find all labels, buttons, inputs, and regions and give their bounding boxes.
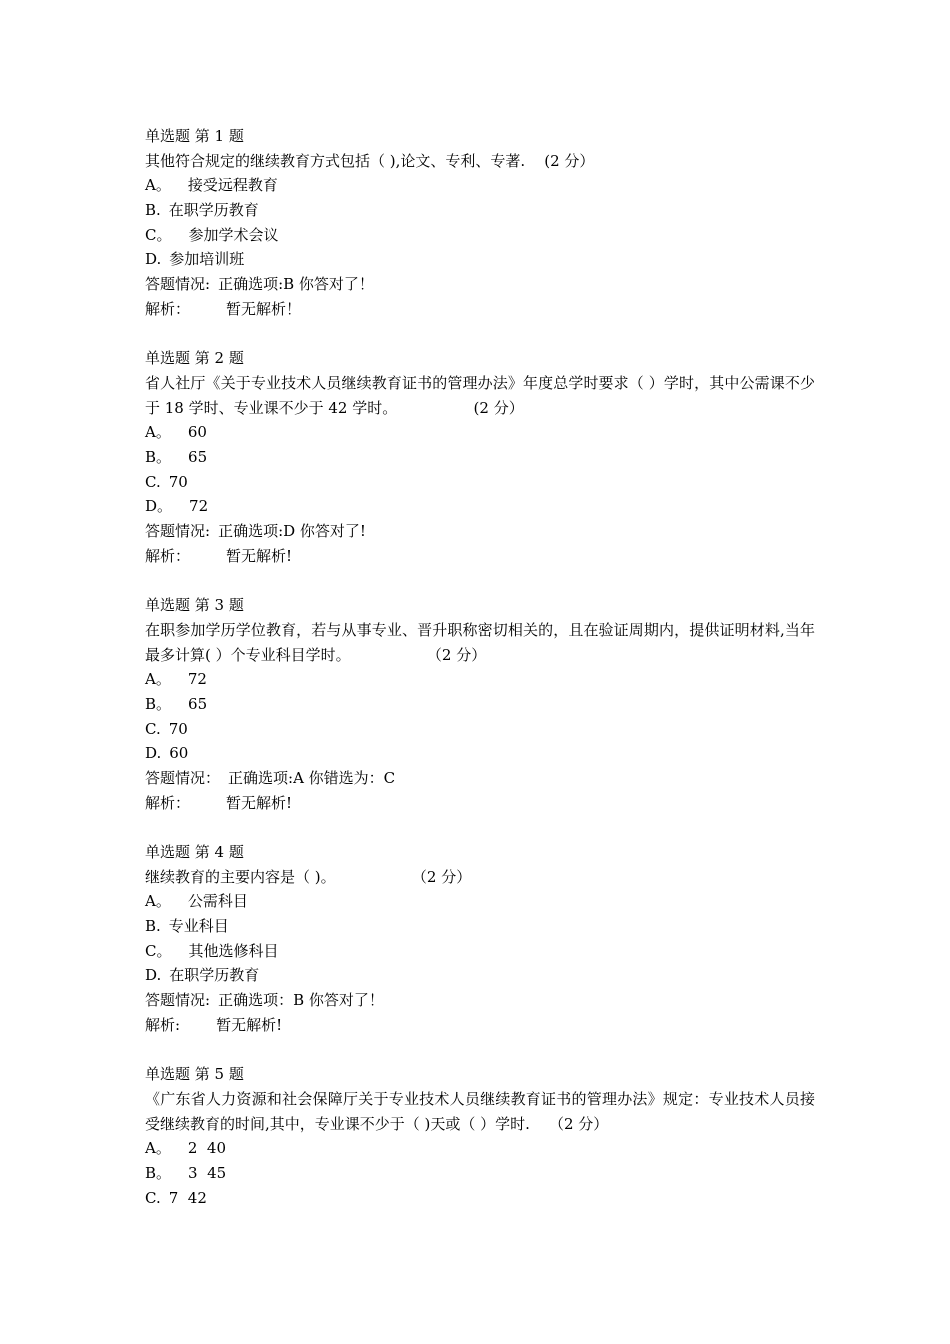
answer-result-label: 答题情况:	[145, 522, 211, 541]
option-row	[145, 247, 815, 272]
question-block	[145, 593, 815, 815]
option-row	[145, 914, 815, 939]
option-row	[145, 1136, 815, 1161]
option-text: 70	[168, 719, 188, 738]
option-label: D.	[145, 250, 162, 269]
analysis-text: 暂无解析!	[226, 793, 293, 812]
analysis-text: 暂无解析！	[226, 299, 302, 318]
option-row	[145, 1186, 815, 1211]
option-row	[145, 963, 815, 988]
question-header: 单选题 第 4 题	[145, 843, 244, 862]
option-text: 72	[189, 497, 209, 516]
option-label: C.	[145, 719, 161, 738]
question-block	[145, 124, 815, 322]
option-text: 在职学历教育	[169, 966, 260, 985]
option-text: 65	[188, 694, 208, 713]
analysis-text: 暂无解析!	[226, 546, 293, 565]
question-stem: 继续教育的主要内容是（ )。 （2 分）	[145, 867, 472, 886]
option-text: 7 42	[168, 1188, 207, 1207]
answer-result	[145, 988, 815, 1013]
option-label: C。	[145, 941, 172, 960]
option-text: 3 45	[188, 1164, 227, 1182]
question-stem: 在职参加学历学位教育，若与从事专业、晋升职称密切相关的，且在验证周期内，提供证明材料,当年最多计算( ）个专业科目学时。 （2 分）	[145, 620, 815, 664]
option-label: B。	[145, 447, 172, 466]
option-text: 60	[169, 744, 189, 763]
answer-result-label: 答题情况：	[145, 768, 221, 787]
question-stem: 《广东省人力资源和社会保障厅关于专业技术人员继续教育证书的管理办法》规定：专业技术人员接受继续教育的时间,其中，专业课不少于（ )天或（ ）学时. （2 分）	[145, 1089, 815, 1133]
analysis-row	[145, 297, 815, 322]
option-text: 70	[168, 472, 188, 491]
analysis-row	[145, 791, 815, 816]
option-label: B.	[145, 917, 161, 936]
answer-result	[145, 766, 815, 791]
option-row	[145, 667, 815, 692]
question-header: 单选题 第 5 题	[145, 1065, 244, 1084]
option-row	[145, 1161, 815, 1186]
option-row	[145, 223, 815, 248]
option-row	[145, 741, 815, 766]
question-stem: 其他符合规定的继续教育方式包括（ ),论文、专利、专著. (2 分）	[145, 151, 595, 170]
answer-result-label: 答题情况:	[145, 275, 211, 294]
option-row	[145, 173, 815, 198]
option-text: 其他选修科目	[188, 941, 279, 960]
option-label: B.	[145, 201, 161, 220]
question-header: 单选题 第 2 题	[145, 349, 244, 368]
option-label: A。	[145, 892, 171, 911]
option-label: C。	[145, 225, 172, 244]
answer-result	[145, 272, 815, 297]
option-label: A。	[145, 670, 171, 689]
answer-result-text: 正确选项:D 你答对了!	[218, 522, 366, 541]
question-header: 单选题 第 3 题	[145, 596, 244, 615]
analysis-label: 解析：	[145, 299, 191, 318]
option-text: 72	[187, 670, 207, 689]
option-row	[145, 939, 815, 964]
option-label: A。	[145, 423, 171, 442]
analysis-row	[145, 1013, 815, 1038]
option-row	[145, 692, 815, 717]
option-row	[145, 420, 815, 445]
question-stem: 省人社厅《关于专业技术人员继续教育证书的管理办法》年度总学时要求（ ）学时，其中公需课不少于 18 学时、专业课不少于 42 学时。 (2 分）	[145, 373, 815, 417]
answer-result-label: 答题情况:	[145, 991, 211, 1010]
option-label: A。	[145, 176, 171, 195]
option-text: 60	[187, 423, 207, 442]
option-text: 65	[188, 447, 208, 466]
analysis-label: 解析：	[145, 546, 191, 565]
option-row	[145, 889, 815, 914]
option-text: 在职学历教育	[168, 201, 259, 220]
analysis-text: 暂无解析!	[216, 1015, 283, 1034]
question-block	[145, 346, 815, 568]
document-page	[145, 124, 815, 1235]
analysis-label: 解析：	[145, 793, 191, 812]
answer-result-text: 正确选项:A 你错选为：C	[228, 768, 396, 787]
option-label: D.	[145, 966, 162, 985]
analysis-row	[145, 544, 815, 569]
option-label: B。	[145, 1164, 172, 1182]
option-label: A。	[145, 1139, 171, 1158]
question-block	[145, 840, 815, 1038]
option-row	[145, 445, 815, 470]
option-label: D。	[145, 497, 173, 516]
option-text: 专业科目	[168, 917, 229, 936]
answer-result-text: 正确选项:B 你答对了！	[218, 275, 374, 294]
option-label: C.	[145, 1188, 161, 1207]
question-block	[145, 1062, 815, 1210]
option-label: B。	[145, 694, 172, 713]
option-label: C.	[145, 472, 161, 491]
option-row	[145, 717, 815, 742]
option-text: 公需科目	[187, 892, 248, 911]
answer-result-text: 正确选项：B 你答对了！	[218, 991, 384, 1010]
option-text: 接受远程教育	[187, 176, 278, 195]
question-header: 单选题 第 1 题	[145, 127, 244, 145]
option-row	[145, 470, 815, 495]
answer-result	[145, 519, 815, 544]
analysis-label: 解析:	[145, 1015, 181, 1034]
option-text: 参加培训班	[169, 250, 245, 269]
option-text: 2 40	[187, 1139, 227, 1158]
option-text: 参加学术会议	[188, 225, 279, 244]
option-row	[145, 494, 815, 519]
option-label: D.	[145, 744, 162, 763]
option-row	[145, 198, 815, 223]
